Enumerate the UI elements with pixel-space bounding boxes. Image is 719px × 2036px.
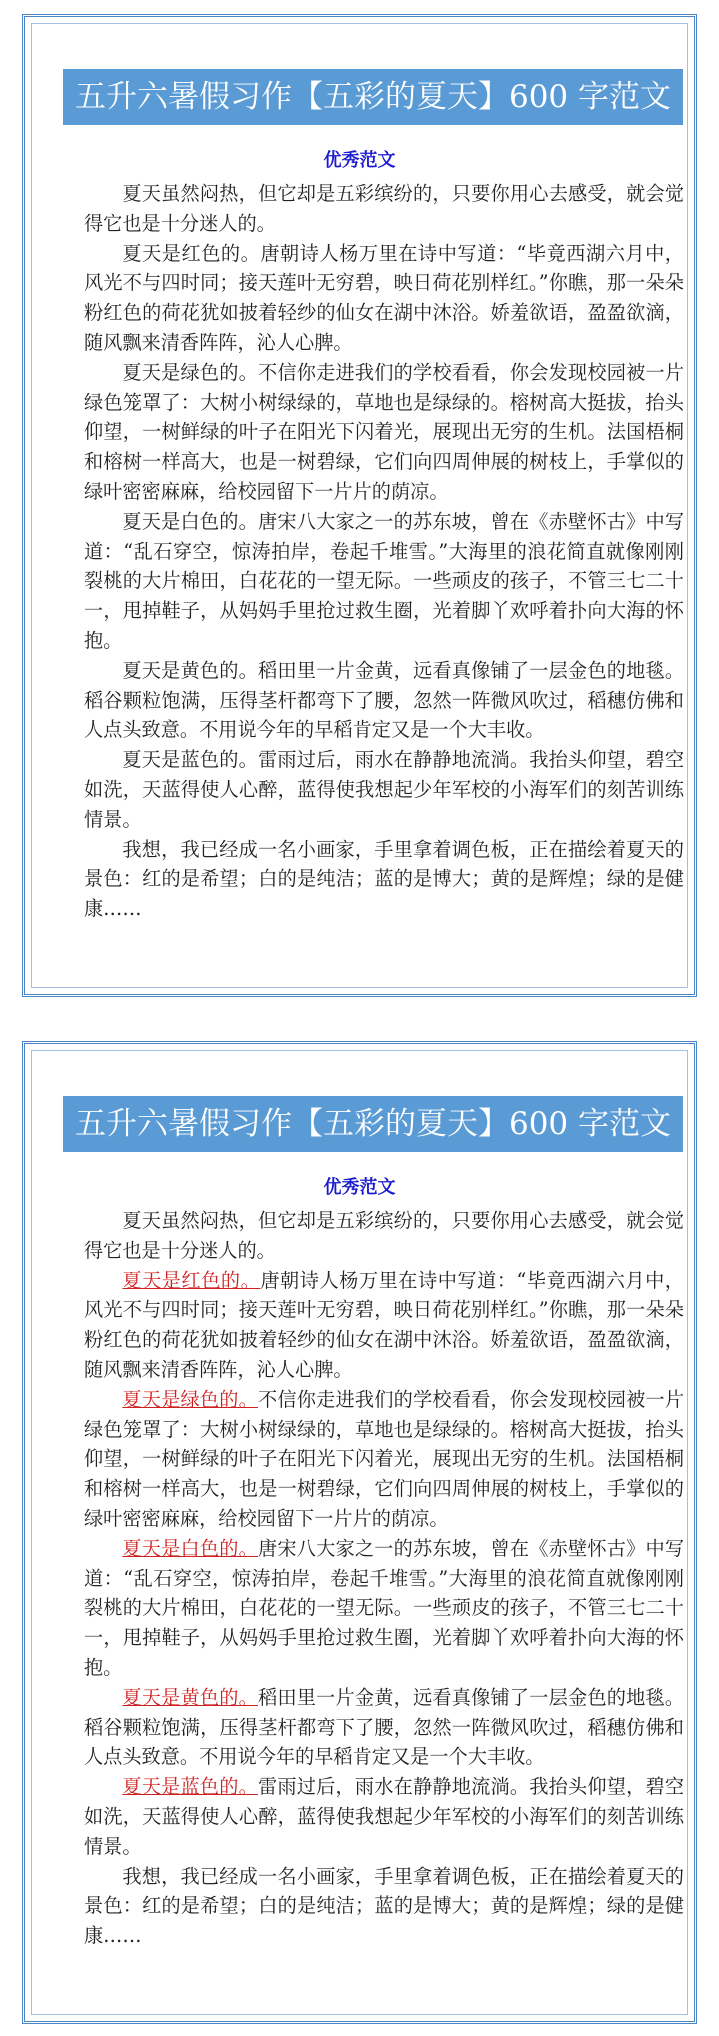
paragraph-text: 唐宋八大家之一的苏东坡，曾在《赤壁怀古》中写道：“乱石穿空，惊涛拍岸，卷起千堆雪。”大海里的浪花简直就像刚刚裂桃的大片棉田，白花花的一望无际。一些顽皮的孩子，不管三七二十一，甩掉鞋子，从妈妈手里抢过救生圈，光着脚丫欢呼着扑向大海的怀抱。 [84,509,685,652]
paragraph-lead: 夏天是黄色的。 [122,658,258,682]
paragraph-text: 稻田里一片金黄，远看真像铺了一层金色的地毯。稻谷颗粒饱满，压得茎杆都弯下了腰，忽然一阵微风吹过，稻穗仿佛和人点头致意。不用说今年的早稻肯定又是一个大丰收。 [84,1685,685,1769]
paragraph-lead-highlight: 夏天是黄色的。 [122,1685,258,1709]
page-title: 五升六暑假习作【五彩的夏天】600 字范文 [63,1096,683,1152]
paragraph-lead: 夏天是绿色的。 [122,360,258,384]
paragraph-text: 夏天虽然闷热，但它却是五彩缤纷的，只要你用心去感受，就会觉得它也是十分迷人的。 [84,1209,684,1262]
paragraph-text: 不信你走进我们的学校看看，你会发现校园被一片绿色笼罩了：大树小树绿绿的，草地也是绿绿的。榕树高大挺拔，抬头仰望，一树鲜绿的叶子在阳光下闪着光，展现出无穷的生机。法国梧桐和榕树一样高大，也是一树碧绿，它们向四周伸展的树枝上，手掌似的绿叶密密麻麻，给校园留下一片片的荫凉。 [84,360,685,503]
paragraph [84,835,684,924]
paragraph-text: 唐朝诗人杨万里在诗中写道：“毕竟西湖六月中，风光不与四时同；接天莲叶无穷碧，映日荷花别样红。”你瞧，那一朵朵粉红色的荷花犹如披着轻纱的仙女在湖中沐浴。娇羞欲语，盈盈欲滴，随风飘来清香阵阵，沁人心脾。 [84,241,684,354]
paragraph-text: 雷雨过后，雨水在静静地流淌。我抬头仰望，碧空如洗，天蓝得使人心醉，蓝得使我想起少年军校的小海军们的刻苦训练情景。 [84,748,685,831]
paragraph-text: 不信你走进我们的学校看看，你会发现校园被一片绿色笼罩了：大树小树绿绿的，草地也是绿绿的。榕树高大挺拔，抬头仰望，一树鲜绿的叶子在阳光下闪着光，展现出无穷的生机。法国梧桐和榕树一样高大，也是一树碧绿，它们向四周伸展的树枝上，手掌似的绿叶密密麻麻，给校园留下一片片的荫凉。 [84,1387,685,1530]
paragraph-lead-highlight: 夏天是红色的。 [122,1268,261,1292]
paragraph-text: 我想，我已经成一名小画家，手里拿着调色板，正在描绘着夏天的景色：红的是希望；白的是纯洁；蓝的是博大；黄的是辉煌；绿的是健康…… [84,1864,684,1948]
paragraph-text: 唐朝诗人杨万里在诗中写道：“毕竟西湖六月中，风光不与四时同；接天莲叶无穷碧，映日荷花别样红。”你瞧，那一朵朵粉红色的荷花犹如披着轻纱的仙女在湖中沐浴。娇羞欲语，盈盈欲滴，随风飘来清香阵阵，沁人心脾。 [84,1268,684,1381]
paragraph [84,179,684,239]
paragraph-lead: 夏天是蓝色的。 [122,748,258,772]
paragraph-text: 雷雨过后，雨水在静静地流淌。我抬头仰望，碧空如洗，天蓝得使人心醉，蓝得使我想起少年军校的小海军们的刻苦训练情景。 [84,1775,685,1858]
paragraph [84,1385,684,1534]
paragraph [84,358,684,507]
paragraph-lead-highlight: 夏天是白色的。 [122,1536,258,1560]
paragraph [84,1206,684,1266]
paragraph-lead-highlight: 夏天是蓝色的。 [122,1775,258,1799]
paragraph-lead: 夏天是白色的。 [122,509,258,533]
paragraph [84,1534,684,1683]
essay-body [84,179,684,924]
paragraph-text: 夏天虽然闷热，但它却是五彩缤纷的，只要你用心去感受，就会觉得它也是十分迷人的。 [84,182,684,235]
paragraph-text: 唐宋八大家之一的苏东坡，曾在《赤壁怀古》中写道：“乱石穿空，惊涛拍岸，卷起千堆雪。”大海里的浪花简直就像刚刚裂桃的大片棉田，白花花的一望无际。一些顽皮的孩子，不管三七二十一，甩掉鞋子，从妈妈手里抢过救生圈，光着脚丫欢呼着扑向大海的怀抱。 [84,1536,685,1679]
subtitle: 优秀范文 [323,150,396,171]
essay-card-annotated [22,1041,697,2024]
paragraph [84,1266,684,1385]
paragraph-lead: 夏天是红色的。 [122,241,261,265]
paragraph-lead-highlight: 夏天是绿色的。 [122,1387,258,1411]
paragraph [84,1683,684,1772]
paragraph [84,239,684,358]
essay-body [84,1206,684,1951]
paragraph-text: 稻田里一片金黄，远看真像铺了一层金色的地毯。稻谷颗粒饱满，压得茎杆都弯下了腰，忽然一阵微风吹过，稻穗仿佛和人点头致意。不用说今年的早稻肯定又是一个大丰收。 [84,658,685,742]
paragraph-text: 我想，我已经成一名小画家，手里拿着调色板，正在描绘着夏天的景色：红的是希望；白的是纯洁；蓝的是博大；黄的是辉煌；绿的是健康…… [84,837,684,921]
subtitle: 优秀范文 [323,1177,396,1198]
paragraph [84,745,684,834]
paragraph [84,1862,684,1951]
paragraph [84,1772,684,1861]
paragraph [84,507,684,656]
page-title: 五升六暑假习作【五彩的夏天】600 字范文 [63,69,683,125]
paragraph [84,656,684,745]
essay-card-plain [22,14,697,997]
